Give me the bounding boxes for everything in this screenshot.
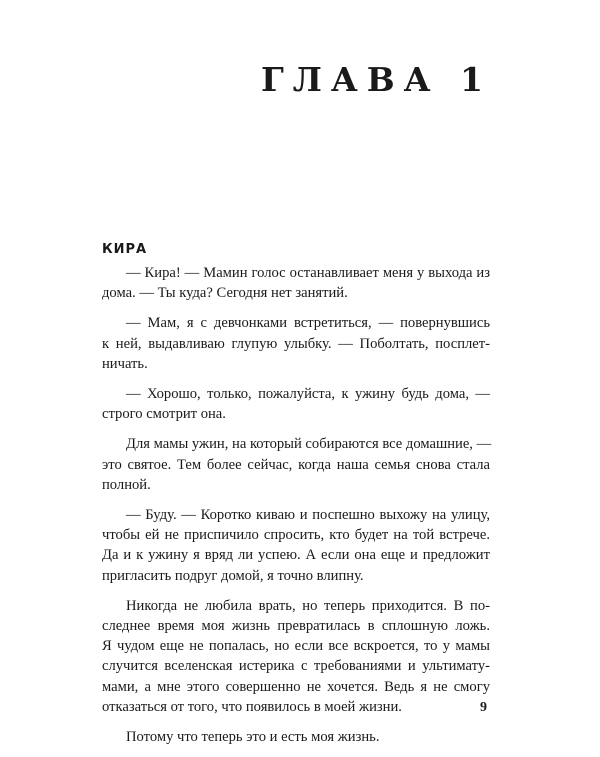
chapter-body — [102, 240, 490, 757]
text-line: ничать. — [102, 355, 148, 372]
paragraph — [102, 596, 490, 717]
text-line: следнее время моя жизнь превратилась в сплошную ложь. — [102, 618, 490, 635]
text-line: отказаться от того, что появилось в моей жизни. — [102, 698, 402, 715]
text-line: — Кира! — Мамин голос останавливает меня у выхода из — [126, 265, 490, 281]
paragraph — [102, 505, 490, 586]
paragraph — [102, 313, 490, 374]
chapter-title: ГЛАВА 1 — [260, 60, 492, 99]
paragraph — [102, 263, 490, 303]
paragraph — [102, 384, 490, 424]
text-line: Да и к ужину я вряд ли успею. А если она еще и предложит — [102, 547, 490, 564]
text-line: — Мам, я с девчонками встретиться, — повернувшись — [126, 315, 490, 332]
paragraph-list — [102, 263, 490, 747]
text-line: Потому что теперь это и есть моя жизнь. — [126, 729, 380, 746]
speaker-heading: КИРА — [102, 242, 148, 257]
text-line: случится вселенская истерика с требованиями и ультимату- — [102, 658, 490, 675]
paragraph — [102, 434, 490, 495]
text-line: к ней, выдавливаю глупую улыбку. — Поболтать, посплет- — [102, 335, 490, 352]
text-line: строго смотрит она. — [102, 406, 226, 423]
text-line: мами, а мне этого совершенно не хочется. Ведь я не смогу — [102, 678, 490, 695]
text-line: Для мамы ужин, на который собираются все домашние, — — [126, 436, 492, 453]
text-line: дома. — Ты куда? Сегодня нет занятий. — [102, 285, 348, 302]
text-line: — Буду. — Коротко киваю и поспешно выхожу на улицу, — [126, 507, 490, 524]
text-line: Никогда не любила врать, но теперь приходится. В по- — [126, 597, 490, 614]
text-line: — Хорошо, только, пожалуйста, к ужину будь дома, — — [126, 386, 490, 403]
text-line: пригласить подруг домой, я точно влипну. — [102, 567, 364, 584]
paragraph — [102, 727, 490, 747]
text-line: полной. — [102, 476, 151, 493]
text-line: Я чудом еще не попалась, но если все вскроется, то у мамы — [102, 638, 490, 655]
page-number: 9 — [480, 700, 487, 715]
text-line: чтобы ей не приспичило спросить, кто будет на той встрече. — [102, 527, 490, 544]
text-line: это святое. Тем более сейчас, когда наша семья снова стала — [102, 456, 490, 473]
